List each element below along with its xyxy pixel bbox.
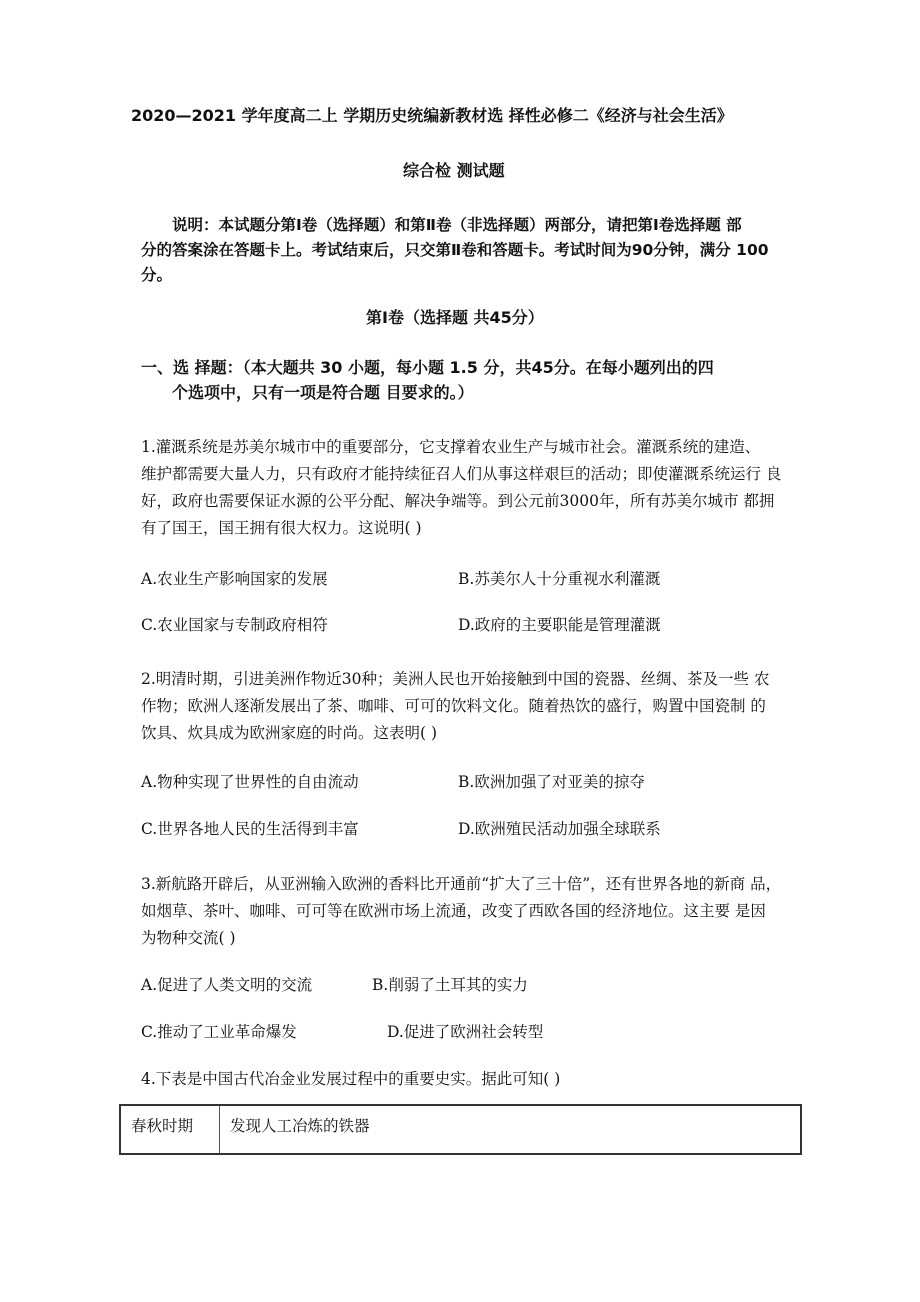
- question-1-text-line: 好，政府也需要保证水源的公平分配、解决争端等。到公元前3000年，所有苏美尔城市 都拥: [141, 492, 775, 510]
- question-1-option-a[interactable]: A.农业生产影响国家的发展: [141, 570, 328, 588]
- question-1-option-c[interactable]: C.农业国家与专制政府相符: [141, 616, 328, 634]
- instructions-line-3: 分。: [141, 266, 173, 284]
- section-title: 第Ⅰ卷（选择题 共45分）: [366, 308, 544, 327]
- question-1-text-line: 维护都需要大量人力，只有政府才能持续征召人们从事这样艰巨的活动；即使灌溉系统运行 良: [141, 465, 782, 483]
- instructions-line-1: 说明：本试题分第Ⅰ卷（选择题）和第Ⅱ卷（非选择题）两部分，请把第Ⅰ卷选择题 部: [172, 216, 742, 234]
- question-3-option-c[interactable]: C.推动了工业革命爆发: [141, 1023, 297, 1041]
- table-cell-fact: 发现人工冶炼的铁器: [220, 1105, 802, 1154]
- question-3-option-d[interactable]: D.促进了欧洲社会转型: [387, 1023, 544, 1041]
- question-3-option-a[interactable]: A.促进了人类文明的交流: [141, 976, 313, 994]
- question-2-text-line: 饮具、炊具成为欧洲家庭的时尚。这表明( ): [141, 724, 438, 742]
- question-3-text-line: 如烟草、茶叶、咖啡、可可等在欧洲市场上流通，改变了西欧各国的经济地位。这主要 是因: [141, 902, 766, 920]
- question-4-text-line: 4.下表是中国古代冶金业发展过程中的重要史实。据此可知( ): [141, 1070, 561, 1088]
- table-row: [120, 1105, 801, 1154]
- question-3-option-b[interactable]: B.削弱了土耳其的实力: [372, 976, 528, 994]
- question-2-option-d[interactable]: D.欧洲殖民活动加强全球联系: [458, 820, 661, 838]
- exam-title-line-1: 2020—2021 学年度高二上 学期历史统编新教材选 择性必修二《经济与社会生活》: [131, 106, 733, 125]
- instructions-line-2: 分的答案涂在答题卡上。考试结束后，只交第Ⅱ卷和答题卡。考试时间为90分钟，满分 100: [141, 241, 769, 259]
- question-2-option-a[interactable]: A.物种实现了世界性的自由流动: [141, 773, 359, 791]
- question-1-text-line: 有了国王，国王拥有很大权力。这说明( ): [141, 519, 422, 537]
- history-table: [119, 1104, 802, 1155]
- question-2-text-line: 作物；欧洲人逐渐发展出了茶、咖啡、可可的饮料文化。随着热饮的盛行，购置中国瓷制 的: [141, 697, 766, 715]
- question-1-option-d[interactable]: D.政府的主要职能是管理灌溉: [458, 616, 661, 634]
- question-2-text-line: 2.明清时期，引进美洲作物近30种；美洲人民也开始接触到中国的瓷器、丝绸、茶及一些 农: [141, 670, 770, 688]
- table-cell-period: 春秋时期: [120, 1105, 220, 1154]
- question-3-text-line: 为物种交流( ): [141, 929, 236, 947]
- part-one-line-2: 个选项中，只有一项是符合题 目要求的。）: [172, 383, 474, 402]
- part-one-line-1: 一、选 择题：（本大题共 30 小题，每小题 1.5 分，共45分。在每小题列出的四: [141, 358, 714, 377]
- question-2-option-c[interactable]: C.世界各地人民的生活得到丰富: [141, 820, 359, 838]
- question-3-text-line: 3.新航路开辟后，从亚洲输入欧洲的香料比开通前“扩大了三十倍”，还有世界各地的新商 品，: [141, 875, 782, 893]
- exam-title-line-2: 综合检 测试题: [403, 161, 505, 180]
- question-1-option-b[interactable]: B.苏美尔人十分重视水利灌溉: [458, 570, 661, 588]
- question-1-text-line: 1.灌溉系统是苏美尔城市中的重要部分，它支撑着农业生产与城市社会。灌溉系统的建造、: [141, 438, 761, 456]
- question-2-option-b[interactable]: B.欧洲加强了对亚美的掠夺: [458, 773, 645, 791]
